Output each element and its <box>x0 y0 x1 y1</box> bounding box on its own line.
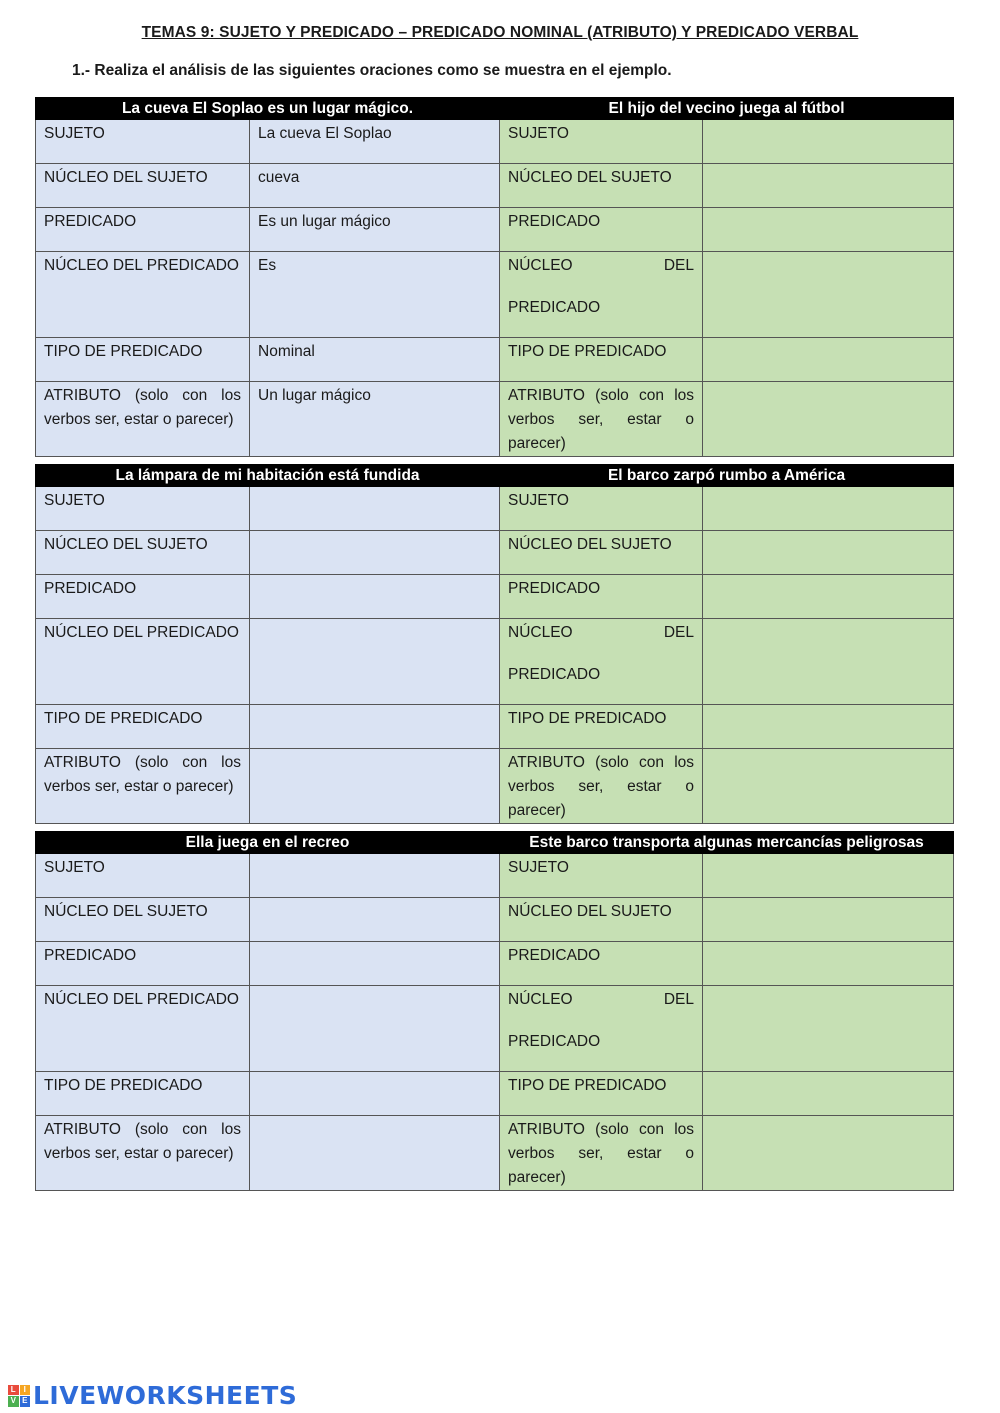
row-label-predicado: PREDICADO <box>36 575 250 619</box>
atributo-label-line2: verbos ser, estar o parecer) <box>508 411 695 452</box>
answer-field-tipo-predicado[interactable] <box>703 1072 954 1116</box>
row-label-nucleo-sujeto: NÚCLEO DEL SUJETO <box>36 164 250 208</box>
sentence-header: La cueva El Soplao es un lugar mágico. <box>36 98 500 120</box>
liveworksheets-logo-text: LIVEWORKSHEETS <box>33 1381 298 1410</box>
table-row <box>36 120 954 164</box>
footer-brand <box>8 1381 297 1410</box>
table-row <box>36 208 954 252</box>
analysis-table <box>35 464 954 824</box>
row-label-atributo <box>500 382 703 457</box>
answer-field-tipo-predicado[interactable] <box>250 705 500 749</box>
atributo-label-line2: verbos ser, estar o parecer) <box>44 778 234 795</box>
atributo-label-line1: ATRIBUTO (solo con los <box>508 387 695 404</box>
table-row <box>36 986 954 1072</box>
row-label-sujeto: SUJETO <box>500 120 703 164</box>
instruction-text: 1.- Realiza el análisis de las siguientes oraciones como se muestra en el ejemplo. <box>72 62 672 79</box>
row-label-sujeto: SUJETO <box>500 487 703 531</box>
row-label-atributo <box>500 1116 703 1191</box>
logo-letter: V <box>8 1396 19 1407</box>
answer-field-sujeto[interactable]: La cueva El Soplao <box>250 120 500 164</box>
nucleo-word: NÚCLEO <box>508 991 573 1008</box>
row-label-tipo-predicado: TIPO DE PREDICADO <box>36 338 250 382</box>
row-label-tipo-predicado: TIPO DE PREDICADO <box>500 338 703 382</box>
logo-letter: E <box>20 1396 31 1407</box>
row-label-nucleo-predicado: NÚCLEO DEL PREDICADO <box>36 619 250 705</box>
row-label-atributo <box>36 382 250 457</box>
answer-field-nucleo-predicado[interactable] <box>250 986 500 1072</box>
atributo-label-line2: verbos ser, estar o parecer) <box>508 1145 695 1186</box>
atributo-label-line1: ATRIBUTO (solo con los <box>508 1121 695 1138</box>
table-row <box>36 487 954 531</box>
sentence-header: La lámpara de mi habitación está fundida <box>36 465 500 487</box>
row-label-predicado: PREDICADO <box>500 208 703 252</box>
table-row <box>36 942 954 986</box>
answer-field-predicado[interactable] <box>250 575 500 619</box>
answer-field-sujeto[interactable] <box>250 487 500 531</box>
answer-field-atributo[interactable] <box>703 1116 954 1191</box>
answer-field-predicado[interactable] <box>250 942 500 986</box>
liveworksheets-logo-icon <box>8 1385 30 1407</box>
sentence-header: El hijo del vecino juega al fútbol <box>500 98 954 120</box>
answer-field-nucleo-predicado[interactable]: Es <box>250 252 500 338</box>
row-label-nucleo-sujeto: NÚCLEO DEL SUJETO <box>500 164 703 208</box>
table-row <box>36 898 954 942</box>
answer-field-tipo-predicado[interactable] <box>250 1072 500 1116</box>
row-label-nucleo-sujeto: NÚCLEO DEL SUJETO <box>36 898 250 942</box>
answer-field-sujeto[interactable] <box>703 487 954 531</box>
sentence-header: Ella juega en el recreo <box>36 832 500 854</box>
answer-field-atributo[interactable] <box>703 382 954 457</box>
answer-field-sujeto[interactable] <box>250 854 500 898</box>
row-label-tipo-predicado: TIPO DE PREDICADO <box>500 705 703 749</box>
predicado-word: PREDICADO <box>508 1033 601 1050</box>
answer-field-nucleo-sujeto[interactable] <box>250 531 500 575</box>
row-label-atributo <box>36 749 250 824</box>
row-label-predicado: PREDICADO <box>500 942 703 986</box>
page-title: TEMAS 9: SUJETO Y PREDICADO – PREDICADO NOMINAL (ATRIBUTO) Y PREDICADO VERBAL <box>141 24 859 41</box>
answer-field-nucleo-sujeto[interactable] <box>703 164 954 208</box>
row-label-tipo-predicado: TIPO DE PREDICADO <box>500 1072 703 1116</box>
del-word: DEL <box>663 624 695 641</box>
del-word: DEL <box>663 257 695 274</box>
row-label-atributo <box>36 1116 250 1191</box>
sentence-header: Este barco transporta algunas mercancías peligrosas <box>500 832 954 854</box>
row-label-nucleo-sujeto: NÚCLEO DEL SUJETO <box>500 531 703 575</box>
answer-field-nucleo-sujeto[interactable] <box>703 531 954 575</box>
answer-field-nucleo-predicado[interactable] <box>703 252 954 338</box>
answer-field-predicado[interactable] <box>703 942 954 986</box>
atributo-label-line1: ATRIBUTO (solo con los <box>44 387 241 404</box>
row-label-tipo-predicado: TIPO DE PREDICADO <box>36 705 250 749</box>
row-label-sujeto: SUJETO <box>36 120 250 164</box>
table-row <box>36 619 954 705</box>
analysis-table <box>35 831 954 1191</box>
row-label-nucleo-predicado <box>500 986 703 1072</box>
table-row <box>36 1116 954 1191</box>
analysis-table <box>35 97 954 457</box>
answer-field-nucleo-sujeto[interactable] <box>250 898 500 942</box>
table-row <box>36 338 954 382</box>
answer-field-predicado[interactable] <box>703 208 954 252</box>
row-label-nucleo-sujeto: NÚCLEO DEL SUJETO <box>36 531 250 575</box>
row-label-sujeto: SUJETO <box>500 854 703 898</box>
predicado-word: PREDICADO <box>508 299 601 316</box>
answer-field-tipo-predicado[interactable]: Nominal <box>250 338 500 382</box>
row-label-sujeto: SUJETO <box>36 854 250 898</box>
table-row <box>36 854 954 898</box>
answer-field-nucleo-predicado[interactable] <box>250 619 500 705</box>
row-label-nucleo-sujeto: NÚCLEO DEL SUJETO <box>500 898 703 942</box>
atributo-label-line2: verbos ser, estar o parecer) <box>44 411 234 428</box>
atributo-label-line2: verbos ser, estar o parecer) <box>508 778 695 819</box>
row-label-nucleo-predicado: NÚCLEO DEL PREDICADO <box>36 986 250 1072</box>
atributo-label-line1: ATRIBUTO (solo con los <box>508 754 695 771</box>
answer-field-sujeto[interactable] <box>703 120 954 164</box>
answer-field-nucleo-sujeto[interactable]: cueva <box>250 164 500 208</box>
answer-field-atributo[interactable]: Un lugar mágico <box>250 382 500 457</box>
nucleo-word: NÚCLEO <box>508 257 573 274</box>
sentence-header: El barco zarpó rumbo a América <box>500 465 954 487</box>
row-label-tipo-predicado: TIPO DE PREDICADO <box>36 1072 250 1116</box>
answer-field-sujeto[interactable] <box>703 854 954 898</box>
predicado-word: PREDICADO <box>508 666 601 683</box>
table-row <box>36 1072 954 1116</box>
row-label-predicado: PREDICADO <box>36 942 250 986</box>
atributo-label-line1: ATRIBUTO (solo con los <box>44 1121 241 1138</box>
table-row <box>36 252 954 338</box>
row-label-atributo <box>500 749 703 824</box>
answer-field-atributo[interactable] <box>250 1116 500 1191</box>
row-label-nucleo-predicado <box>500 619 703 705</box>
table-row <box>36 164 954 208</box>
answer-field-predicado[interactable] <box>703 575 954 619</box>
logo-letter: I <box>20 1385 31 1396</box>
table-row <box>36 575 954 619</box>
answer-field-tipo-predicado[interactable] <box>703 705 954 749</box>
table-row <box>36 382 954 457</box>
answer-field-predicado[interactable]: Es un lugar mágico <box>250 208 500 252</box>
answer-field-atributo[interactable] <box>703 749 954 824</box>
answer-field-nucleo-predicado[interactable] <box>703 619 954 705</box>
table-row <box>36 705 954 749</box>
atributo-label-line1: ATRIBUTO (solo con los <box>44 754 241 771</box>
row-label-predicado: PREDICADO <box>500 575 703 619</box>
answer-field-tipo-predicado[interactable] <box>703 338 954 382</box>
table-row <box>36 749 954 824</box>
logo-letter: L <box>8 1385 19 1396</box>
row-label-sujeto: SUJETO <box>36 487 250 531</box>
atributo-label-line2: verbos ser, estar o parecer) <box>44 1145 234 1162</box>
row-label-predicado: PREDICADO <box>36 208 250 252</box>
answer-field-nucleo-sujeto[interactable] <box>703 898 954 942</box>
table-row <box>36 531 954 575</box>
del-word: DEL <box>663 991 695 1008</box>
answer-field-atributo[interactable] <box>250 749 500 824</box>
nucleo-word: NÚCLEO <box>508 624 573 641</box>
row-label-nucleo-predicado <box>500 252 703 338</box>
answer-field-nucleo-predicado[interactable] <box>703 986 954 1072</box>
row-label-nucleo-predicado: NÚCLEO DEL PREDICADO <box>36 252 250 338</box>
